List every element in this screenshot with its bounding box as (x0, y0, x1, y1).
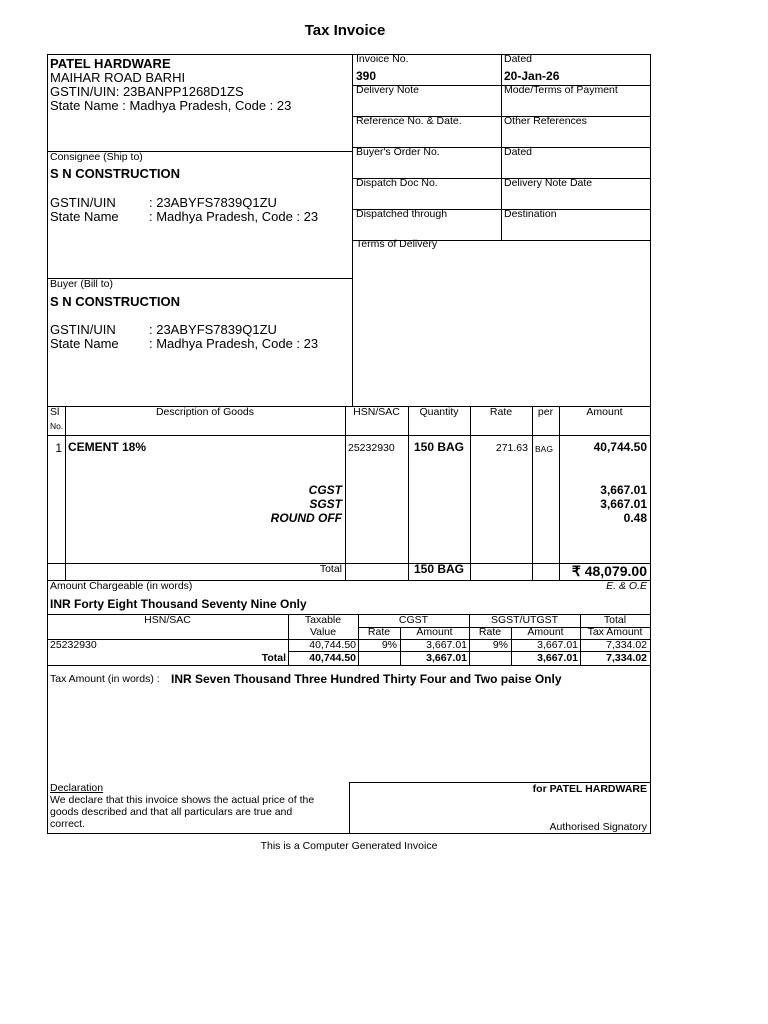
consignee-gstin-label: GSTIN/UIN (50, 195, 116, 210)
col-header-amount: Amount (586, 406, 623, 418)
tax-header-sgst-rate: Rate (478, 626, 502, 638)
order-dated-label: Dated (504, 146, 533, 158)
terms-of-delivery-label: Terms of Delivery (356, 238, 438, 250)
seller-address: MAIHAR ROAD BARHI (50, 70, 186, 85)
round-off-amount: 0.48 (623, 511, 647, 525)
item-amount: 40,744.50 (593, 440, 647, 454)
declaration-line-1: We declare that this invoice shows the actual price of the (50, 794, 315, 806)
item-rate: 271.63 (495, 442, 528, 454)
signature-for-label: for PATEL HARDWARE (532, 783, 647, 795)
col-header-sl: Sl (50, 406, 60, 418)
tax-header-hsn: HSN/SAC (144, 614, 191, 626)
grand-total-amount: ₹ 48,079.00 (571, 563, 647, 579)
declaration-heading: Declaration (50, 782, 104, 794)
tax-row-cgst-amount: 3,667.01 (426, 639, 467, 651)
buyers-order-label: Buyer's Order No. (356, 146, 440, 158)
seller-name: PATEL HARDWARE (50, 56, 171, 71)
invoice-no-label: Invoice No. (356, 53, 409, 65)
tax-row-total: 7,334.02 (606, 639, 647, 651)
consignee-heading: Consignee (Ship to) (50, 151, 143, 163)
amount-words-label: Amount Chargeable (in words) (50, 580, 193, 592)
dispatch-doc-label: Dispatch Doc No. (356, 177, 438, 189)
mode-terms-label: Mode/Terms of Payment (504, 84, 618, 96)
tax-total-label: Total (261, 652, 286, 664)
consignee-name: S N CONSTRUCTION (50, 166, 180, 181)
consignee-state-value: : Madhya Pradesh, Code : 23 (149, 209, 319, 224)
items-total-label: Total (319, 563, 342, 575)
tax-total-taxable: 40,744.50 (309, 652, 356, 664)
tax-header-cgst-amount: Amount (416, 626, 453, 638)
col-header-no: No. (50, 421, 64, 431)
tax-words-label: Tax Amount (in words) : (50, 673, 160, 685)
item-hsn: 25232930 (348, 442, 395, 454)
cgst-amount: 3,667.01 (600, 483, 647, 497)
delivery-note-label: Delivery Note (356, 84, 420, 96)
tax-row-sgst-rate: 9% (492, 639, 508, 651)
declaration-line-3: correct. (50, 818, 86, 830)
tax-total-amount: 7,334.02 (606, 652, 647, 664)
tax-header-sgst: SGST/UTGST (490, 614, 559, 626)
reference-label: Reference No. & Date. (356, 115, 462, 127)
cgst-label: CGST (308, 483, 342, 497)
buyer-heading: Buyer (Bill to) (50, 278, 114, 290)
buyer-gstin-value: : 23ABYFS7839Q1ZU (149, 322, 277, 337)
invoice-no-value: 390 (356, 69, 377, 83)
tax-header-total-1: Total (603, 614, 627, 626)
sgst-label: SGST (309, 497, 342, 511)
items-total-quantity: 150 BAG (413, 562, 465, 576)
tax-header-cgst-rate: Rate (367, 626, 391, 638)
consignee-state-label: State Name (50, 209, 119, 224)
other-references-label: Other References (504, 115, 587, 127)
tax-header-total-2: Tax Amount (587, 626, 643, 638)
seller-gstin: GSTIN/UIN: 23BANPP1268D1ZS (50, 84, 244, 99)
tax-header-sgst-amount: Amount (527, 626, 564, 638)
buyer-gstin-label: GSTIN/UIN (50, 322, 116, 337)
col-header-quantity: Quantity (419, 406, 459, 418)
tax-header-taxable-1: Taxable (304, 614, 342, 626)
tax-row-cgst-rate: 9% (381, 639, 397, 651)
dispatched-through-label: Dispatched through (356, 208, 448, 220)
buyer-name: S N CONSTRUCTION (50, 294, 180, 309)
tax-header-taxable-2: Value (309, 626, 337, 638)
declaration-line-2: goods described and that all particulars are true and (50, 806, 293, 818)
tax-row-taxable: 40,744.50 (309, 639, 356, 651)
item-description: CEMENT 18% (68, 440, 147, 454)
dated-label: Dated (504, 53, 533, 65)
tax-words-value: INR Seven Thousand Three Hundred Thirty Four and Two paise Only (171, 672, 562, 686)
col-header-rate: Rate (489, 406, 513, 418)
eoe-label: E. & O.E (606, 580, 647, 592)
item-sl: 1 (55, 441, 62, 455)
dated-value: 20-Jan-26 (504, 69, 560, 83)
authorised-signatory: Authorised Signatory (549, 821, 647, 833)
tax-total-cgst: 3,667.01 (426, 652, 467, 664)
seller-state: State Name : Madhya Pradesh, Code : 23 (50, 98, 292, 113)
tax-total-sgst: 3,667.01 (537, 652, 578, 664)
footer-note: This is a Computer Generated Invoice (260, 840, 438, 852)
tax-row-sgst-amount: 3,667.01 (537, 639, 578, 651)
item-per: BAG (535, 444, 553, 454)
sgst-amount: 3,667.01 (600, 497, 647, 511)
col-header-per: per (537, 406, 554, 418)
round-off-label: ROUND OFF (270, 511, 342, 525)
destination-label: Destination (504, 208, 557, 220)
col-header-hsn: HSN/SAC (353, 406, 400, 418)
delivery-note-date-label: Delivery Note Date (504, 177, 593, 189)
tax-row-hsn: 25232930 (50, 639, 97, 651)
consignee-gstin-value: : 23ABYFS7839Q1ZU (149, 195, 277, 210)
page-title: Tax Invoice (304, 22, 386, 39)
buyer-state-value: : Madhya Pradesh, Code : 23 (149, 336, 319, 351)
buyer-state-label: State Name (50, 336, 119, 351)
item-quantity: 150 BAG (413, 440, 465, 454)
col-header-description: Description of Goods (155, 406, 255, 418)
tax-header-cgst: CGST (398, 614, 429, 626)
amount-words-value: INR Forty Eight Thousand Seventy Nine Only (50, 597, 307, 611)
